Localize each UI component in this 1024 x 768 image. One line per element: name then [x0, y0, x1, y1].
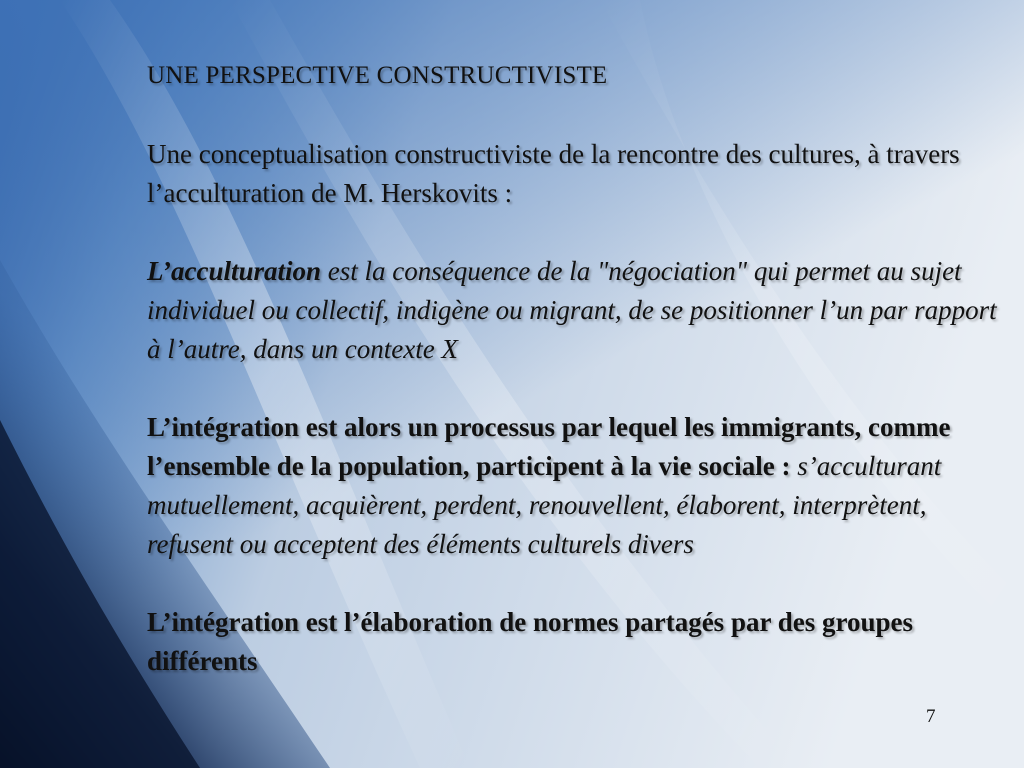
spacer: [147, 369, 997, 408]
slide-content: [147, 56, 997, 681]
page-number: 7: [926, 706, 936, 727]
integration-italic-text: s’acculturant mutuellement, acquièrent, perdent, renouvellent, élaborent, interprètent, refusent ou acceptent des éléments culturels divers: [147, 451, 942, 559]
intro-paragraph: Une conceptualisation constructiviste de la rencontre des cultures, à travers l’acculturation de M. Herskovits :: [147, 139, 960, 208]
integration-bold-text: L’intégration est alors un processus par lequel les immigrants, comme l’ensemble de la population, participent à la vie sociale :: [147, 412, 951, 481]
spacer: [147, 213, 997, 252]
spacer: [147, 564, 997, 603]
definition-paragraph: [147, 252, 997, 369]
integration-paragraph: [147, 408, 997, 564]
conclusion-paragraph: L’intégration est l’élaboration de normes partagés par des groupes différents: [147, 607, 913, 676]
spacer: [147, 96, 997, 135]
slide-title: UNE PERSPECTIVE CONSTRUCTIVISTE: [147, 62, 608, 89]
definition-term: L’acculturation: [147, 256, 322, 286]
definition-text: est la conséquence de la "négociation" qui permet au sujet individuel ou collectif, indigène ou migrant, de se positionner l’un par rapport à l’autre, dans un contexte X: [147, 256, 997, 364]
